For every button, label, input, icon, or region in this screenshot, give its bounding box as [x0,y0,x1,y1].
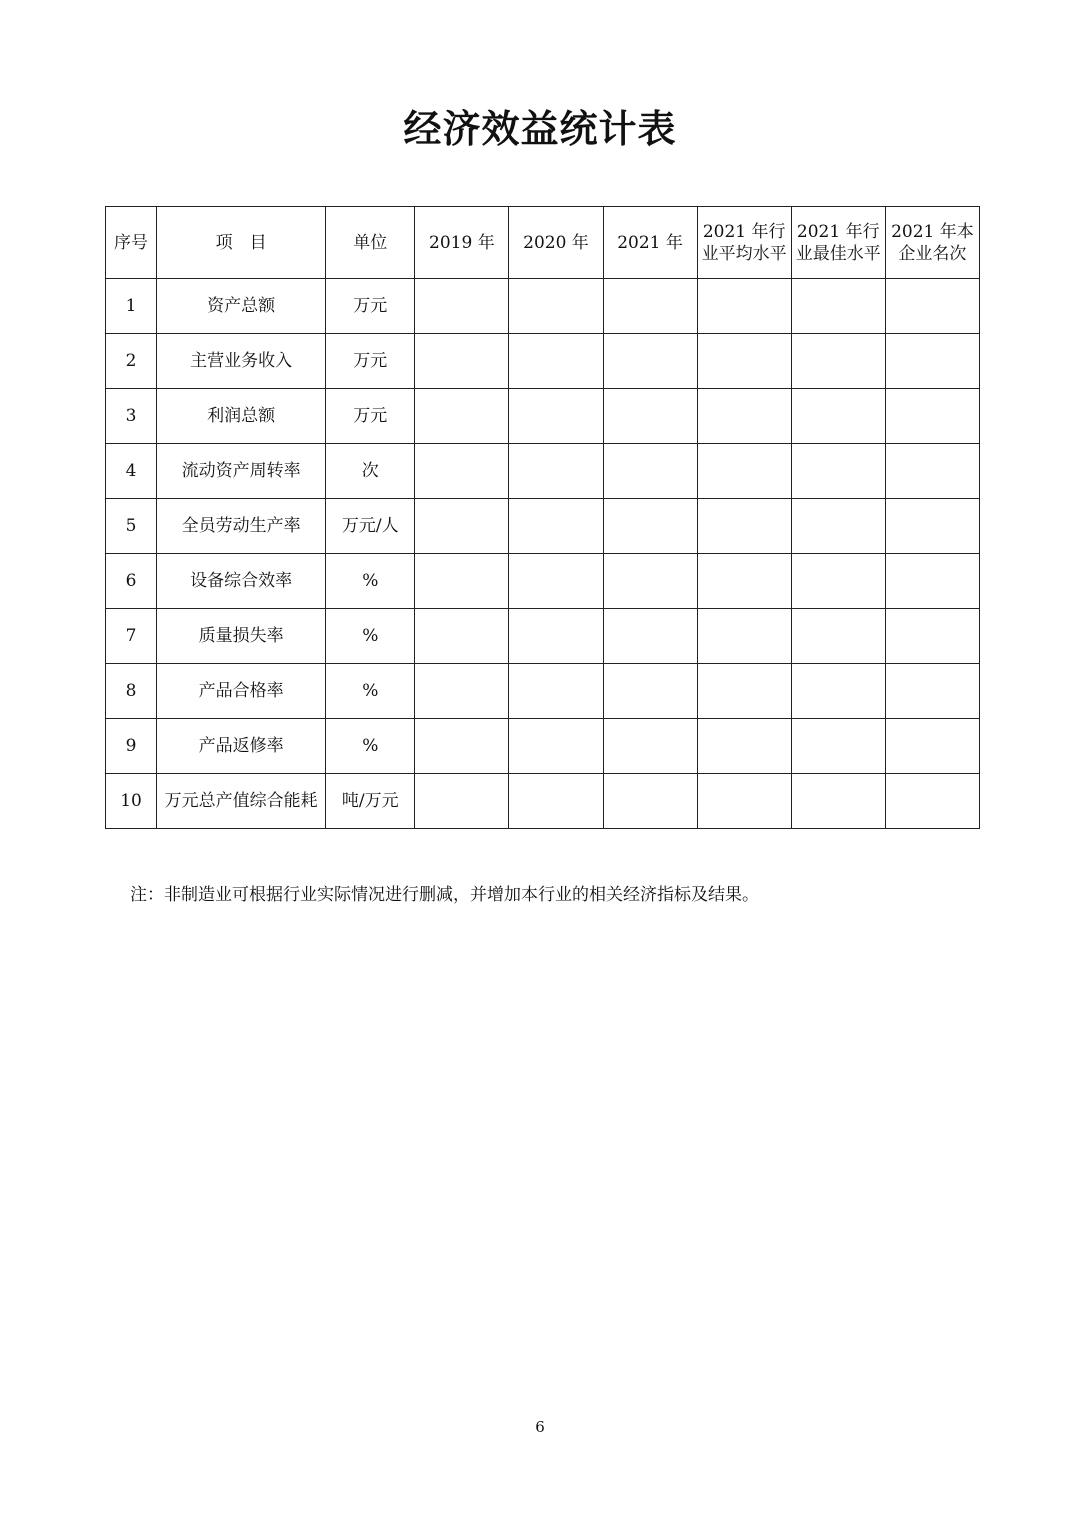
row-unit: 万元 [326,389,415,444]
cell-enterprise-rank[interactable] [885,664,979,719]
cell-2020[interactable] [509,279,603,334]
table-row [106,279,980,334]
cell-enterprise-rank[interactable] [885,719,979,774]
cell-industry-average[interactable] [697,334,791,389]
cell-industry-average[interactable] [697,719,791,774]
row-item: 质量损失率 [157,609,326,664]
row-number: 5 [106,499,157,554]
cell-industry-best[interactable] [791,279,885,334]
row-unit: % [326,664,415,719]
cell-2021[interactable] [603,334,697,389]
row-number: 7 [106,609,157,664]
header-2020: 2020 年 [509,207,603,279]
table-row [106,499,980,554]
cell-2020[interactable] [509,444,603,499]
header-2021: 2021 年 [603,207,697,279]
cell-2019[interactable] [415,554,509,609]
cell-industry-best[interactable] [791,499,885,554]
header-unit: 单位 [326,207,415,279]
row-unit: 万元 [326,279,415,334]
row-unit: 吨/万元 [326,774,415,829]
cell-2020[interactable] [509,499,603,554]
cell-industry-average[interactable] [697,554,791,609]
cell-enterprise-rank[interactable] [885,389,979,444]
row-item: 资产总额 [157,279,326,334]
row-unit: 万元 [326,334,415,389]
cell-industry-best[interactable] [791,554,885,609]
cell-2020[interactable] [509,664,603,719]
cell-2019[interactable] [415,719,509,774]
cell-2019[interactable] [415,444,509,499]
cell-enterprise-rank[interactable] [885,774,979,829]
header-no: 序号 [106,207,157,279]
row-number: 3 [106,389,157,444]
cell-industry-best[interactable] [791,444,885,499]
row-number: 10 [106,774,157,829]
header-industry-best: 2021 年行业最佳水平 [791,207,885,279]
cell-2020[interactable] [509,774,603,829]
cell-2019[interactable] [415,609,509,664]
cell-industry-average[interactable] [697,774,791,829]
cell-industry-average[interactable] [697,444,791,499]
cell-industry-best[interactable] [791,389,885,444]
row-item: 产品返修率 [157,719,326,774]
cell-industry-best[interactable] [791,774,885,829]
row-item: 全员劳动生产率 [157,499,326,554]
row-number: 9 [106,719,157,774]
cell-2021[interactable] [603,444,697,499]
row-unit: 次 [326,444,415,499]
table-row [106,774,980,829]
cell-2021[interactable] [603,554,697,609]
cell-enterprise-rank[interactable] [885,609,979,664]
cell-industry-best[interactable] [791,719,885,774]
row-item: 万元总产值综合能耗 [157,774,326,829]
page-title: 经济效益统计表 [403,106,677,151]
cell-industry-average[interactable] [697,609,791,664]
cell-2021[interactable] [603,389,697,444]
table-body [106,279,980,829]
cell-enterprise-rank[interactable] [885,554,979,609]
row-item: 流动资产周转率 [157,444,326,499]
cell-2019[interactable] [415,664,509,719]
row-unit: % [326,609,415,664]
row-number: 6 [106,554,157,609]
row-unit: % [326,554,415,609]
cell-industry-average[interactable] [697,389,791,444]
cell-2019[interactable] [415,774,509,829]
table-row [106,719,980,774]
cell-industry-average[interactable] [697,499,791,554]
cell-industry-average[interactable] [697,664,791,719]
header-2019: 2019 年 [415,207,509,279]
cell-enterprise-rank[interactable] [885,334,979,389]
row-number: 1 [106,279,157,334]
row-number: 2 [106,334,157,389]
table-row [106,664,980,719]
row-unit: 万元/人 [326,499,415,554]
economic-benefit-table [105,206,980,829]
cell-2020[interactable] [509,554,603,609]
table-row [106,334,980,389]
row-unit: % [326,719,415,774]
table-row [106,554,980,609]
table-row [106,609,980,664]
row-number: 4 [106,444,157,499]
cell-2019[interactable] [415,499,509,554]
cell-industry-best[interactable] [791,664,885,719]
cell-industry-best[interactable] [791,334,885,389]
cell-2020[interactable] [509,389,603,444]
cell-2020[interactable] [509,334,603,389]
cell-industry-average[interactable] [697,279,791,334]
cell-2019[interactable] [415,334,509,389]
table-row [106,444,980,499]
cell-2019[interactable] [415,389,509,444]
footnote: 注：非制造业可根据行业实际情况进行删减，并增加本行业的相关经济指标及结果。 [130,885,759,905]
row-number: 8 [106,664,157,719]
header-row [106,207,980,279]
header-industry-average: 2021 年行业平均水平 [697,207,791,279]
header-enterprise-rank: 2021 年本企业名次 [885,207,979,279]
cell-2021[interactable] [603,774,697,829]
cell-enterprise-rank[interactable] [885,444,979,499]
cell-2021[interactable] [603,609,697,664]
row-item: 利润总额 [157,389,326,444]
cell-enterprise-rank[interactable] [885,279,979,334]
cell-enterprise-rank[interactable] [885,499,979,554]
cell-2020[interactable] [509,719,603,774]
cell-industry-best[interactable] [791,609,885,664]
cell-2021[interactable] [603,664,697,719]
cell-2021[interactable] [603,719,697,774]
cell-2021[interactable] [603,279,697,334]
cell-2021[interactable] [603,499,697,554]
table-row [106,389,980,444]
header-item: 项 目 [157,207,326,279]
cell-2020[interactable] [509,609,603,664]
cell-2019[interactable] [415,279,509,334]
page-number: 6 [535,1418,545,1436]
row-item: 设备综合效率 [157,554,326,609]
row-item: 产品合格率 [157,664,326,719]
row-item: 主营业务收入 [157,334,326,389]
